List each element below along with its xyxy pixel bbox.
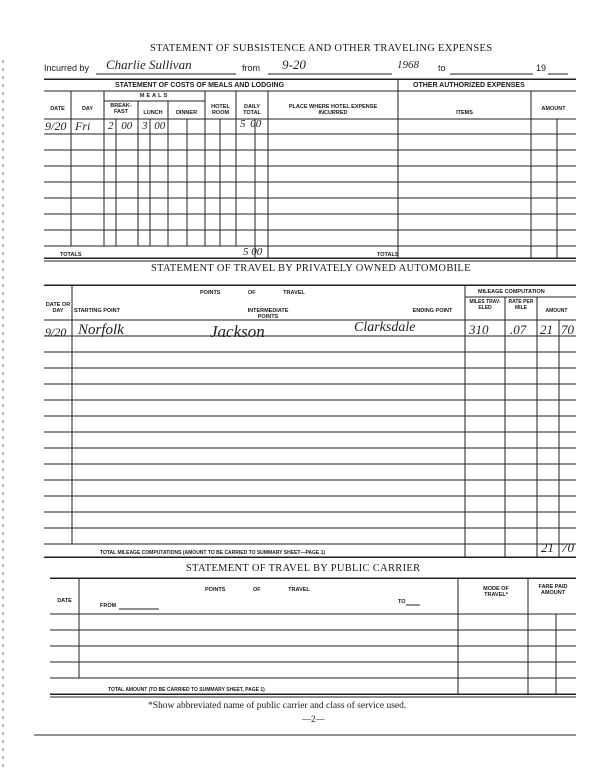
auto-row-date[interactable]: 9/20 bbox=[45, 325, 67, 339]
auto-row-miles[interactable]: 310 bbox=[469, 322, 489, 337]
incurred-by-value[interactable]: Charlie Sullivan bbox=[106, 57, 192, 72]
carrier-section-title: STATEMENT OF TRAVEL BY PUBLIC CARRIER bbox=[186, 563, 421, 574]
meals-totals-value[interactable]: 5 00 bbox=[243, 246, 263, 258]
carrier-col-from: FROM bbox=[100, 603, 117, 609]
col-date: DATE bbox=[50, 106, 65, 112]
auto-col-rate: RATE PER MILE bbox=[508, 299, 534, 311]
to-underline bbox=[406, 604, 420, 606]
meal-row-lunch[interactable]: 3 00 bbox=[142, 120, 166, 132]
col-dinner: DINNER bbox=[175, 110, 198, 116]
mileage-header: MILEAGE COMPUTATION bbox=[478, 289, 545, 295]
from-underline bbox=[119, 608, 159, 610]
col-day: DAY bbox=[81, 106, 94, 112]
other-expenses-title: OTHER AUTHORIZED EXPENSES bbox=[413, 82, 525, 89]
meals-totals-label: TOTALS bbox=[60, 252, 82, 258]
auto-row-starting[interactable]: Norfolk bbox=[78, 322, 124, 338]
col-hotel: HOTEL ROOM bbox=[211, 104, 230, 116]
auto-row-rate[interactable]: .07 bbox=[510, 322, 527, 337]
from-label: from bbox=[242, 63, 260, 73]
auto-total-label: TOTAL MILEAGE COMPUTATIONS (AMOUNT TO BE CARRIED TO SUMMARY SHEET—PAGE 1) bbox=[100, 550, 326, 556]
meal-row-date[interactable]: 9/20 bbox=[45, 119, 67, 133]
carrier-points-header: POINTS OF TRAVEL bbox=[205, 587, 310, 593]
auto-points-header: POINTS OF TRAVEL bbox=[200, 290, 305, 296]
meals-section-title: STATEMENT OF COSTS OF MEALS AND LODGING bbox=[115, 82, 285, 89]
auto-col-intermediate: INTERMEDIATE POINTS bbox=[247, 308, 289, 320]
auto-row-intermediate[interactable]: Jackson bbox=[210, 322, 265, 341]
year-suffix: 19 bbox=[536, 63, 547, 73]
col-breakfast: BREAK-FAST bbox=[110, 103, 132, 115]
carrier-col-mode: MODE OF TRAVEL* bbox=[483, 586, 509, 598]
auto-col-date: DATE OR DAY bbox=[45, 302, 71, 314]
carrier-col-to: TO bbox=[398, 599, 406, 605]
auto-row-amount-cents[interactable]: 70 bbox=[561, 322, 574, 337]
other-totals-label: TOTALS bbox=[377, 252, 399, 258]
auto-col-amount: AMOUNT bbox=[545, 308, 568, 314]
col-daily-total: DAILY TOTAL bbox=[243, 104, 261, 116]
meal-row-daily-total[interactable]: 5 00 bbox=[240, 118, 262, 130]
carrier-col-fare: FARE PAID AMOUNT bbox=[538, 584, 568, 596]
year-value[interactable]: 1968 bbox=[397, 59, 419, 71]
col-items: ITEMS bbox=[456, 110, 473, 116]
to-label: to bbox=[438, 63, 446, 73]
auto-col-ending: ENDING POINT bbox=[412, 308, 453, 314]
form-title: STATEMENT OF SUBSISTENCE AND OTHER TRAVELING EXPENSES bbox=[150, 43, 493, 54]
col-place: PLACE WHERE HOTEL EXPENSE INCURRED bbox=[288, 104, 378, 116]
auto-total-dollars[interactable]: 21 bbox=[541, 540, 554, 555]
from-date-value[interactable]: 9-20 bbox=[282, 57, 306, 72]
auto-col-starting: STARTING POINT bbox=[73, 308, 121, 314]
page-number: —2— bbox=[302, 714, 325, 724]
auto-total-cents[interactable]: 70 bbox=[561, 540, 574, 555]
auto-row-amount-dollars[interactable]: 21 bbox=[540, 322, 553, 337]
col-lunch: LUNCH bbox=[143, 110, 163, 116]
meal-row-day[interactable]: Fri bbox=[75, 119, 91, 133]
incurred-by-label: Incurred by bbox=[44, 63, 90, 73]
carrier-col-date: DATE bbox=[57, 598, 72, 604]
carrier-total-label: TOTAL AMOUNT (TO BE CARRIED TO SUMMARY SHEET, PAGE 1) bbox=[108, 687, 265, 693]
auto-section-title: STATEMENT OF TRAVEL BY PRIVATELY OWNED AUTOMOBILE bbox=[151, 263, 471, 274]
auto-row-ending[interactable]: Clarksdale bbox=[354, 320, 416, 335]
col-amount: AMOUNT bbox=[541, 106, 566, 112]
auto-col-miles: MILES TRAV-ELED bbox=[469, 299, 501, 311]
meal-row-breakfast[interactable]: 2 00 bbox=[108, 120, 133, 132]
meals-header: MEALS bbox=[139, 93, 170, 99]
footnote: *Show abbreviated name of public carrier and class of service used. bbox=[148, 701, 407, 711]
